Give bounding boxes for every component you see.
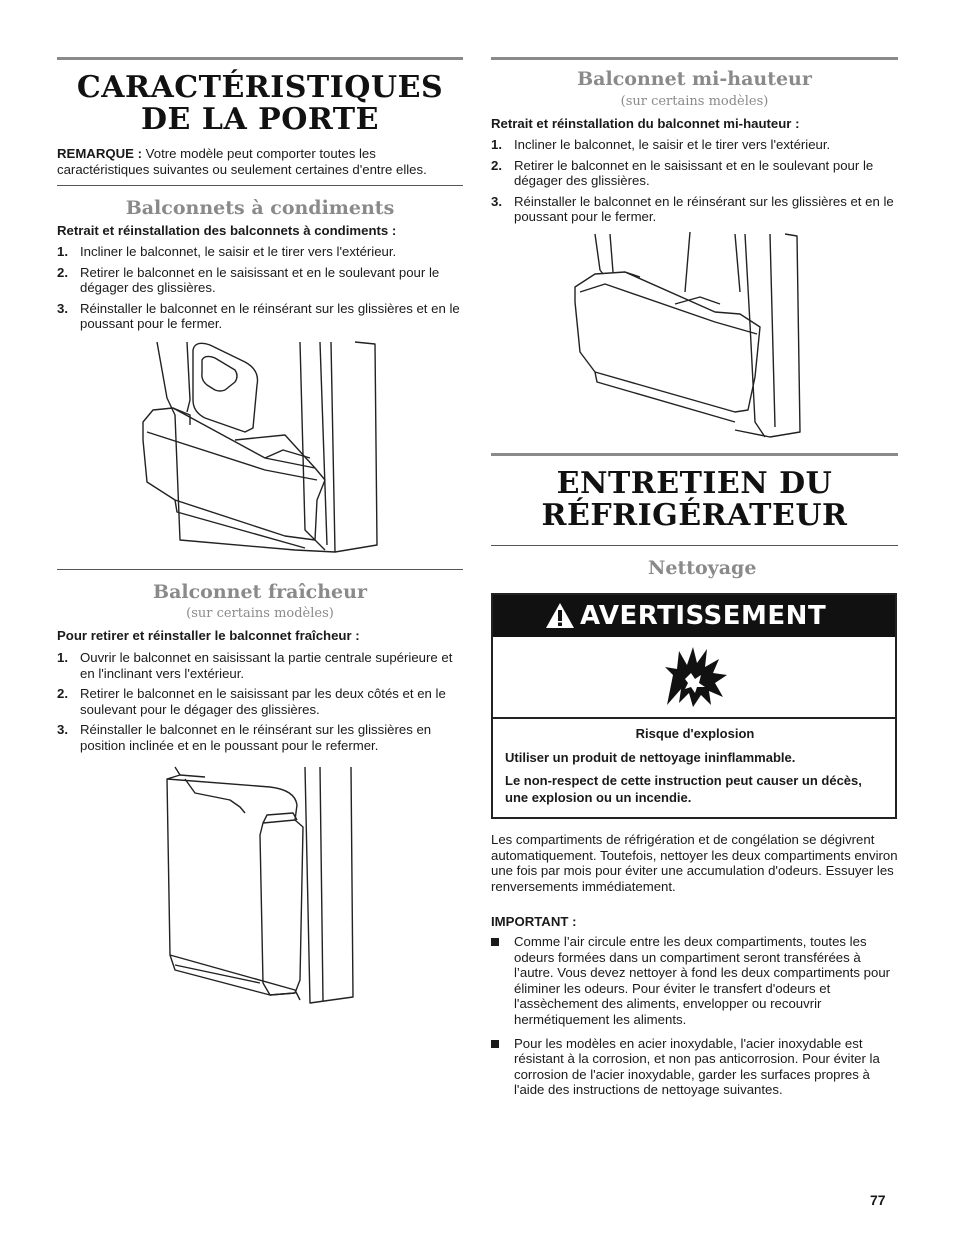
warning-header bbox=[493, 595, 895, 637]
fraicheur-steps bbox=[57, 650, 463, 759]
condiments-intro: Retrait et réinstallation des balconnets à condiments : bbox=[57, 223, 397, 238]
step-text: Incliner le balconnet, le saisir et le tirer vers l'extérieur. bbox=[514, 137, 831, 152]
left-divider-1 bbox=[57, 185, 463, 186]
title-line-1: ENTRETIEN DU bbox=[556, 466, 833, 501]
important-label: IMPORTANT : bbox=[491, 914, 577, 929]
title-line-1: CARACTÉRISTIQUES bbox=[76, 70, 444, 105]
step-number: 1. bbox=[57, 650, 68, 665]
remark-paragraph bbox=[57, 146, 463, 177]
list-item bbox=[491, 194, 898, 225]
mihauteur-section-subtitle: (sur certains modèles) bbox=[620, 94, 769, 109]
list-item bbox=[57, 265, 463, 296]
fraicheur-section-subtitle: (sur certains modèles) bbox=[186, 606, 334, 621]
step-text: Réinstaller le balconnet en le réinsérant sur les glissières et en le poussant pour le fermer. bbox=[80, 300, 460, 332]
warning-triangle-icon bbox=[545, 602, 575, 629]
step-text: Retirer le balconnet en le saisissant par les deux côtés et en le soulevant pour le dégager des glissières. bbox=[80, 686, 446, 717]
list-item bbox=[57, 244, 463, 260]
right-top-rule bbox=[491, 57, 898, 60]
step-number: 1. bbox=[57, 244, 68, 259]
right-divider-thick bbox=[491, 453, 898, 456]
left-divider-2 bbox=[57, 569, 463, 570]
warning-box bbox=[491, 593, 897, 819]
nettoyage-section-title: Nettoyage bbox=[648, 557, 757, 579]
page-number: 77 bbox=[870, 1192, 886, 1208]
condiments-section-title: Balconnets à condiments bbox=[125, 197, 395, 219]
step-number: 3. bbox=[57, 300, 68, 316]
page-title-door-features bbox=[57, 72, 463, 136]
mihauteur-intro: Retrait et réinstallation du balconnet mi-hauteur : bbox=[491, 116, 800, 131]
step-number: 1. bbox=[491, 137, 502, 152]
right-divider-thin bbox=[491, 545, 898, 546]
step-text: Ouvrir le balconnet en saisissant la partie centrale supérieure et en l'inclinant vers l'extérieur. bbox=[80, 650, 453, 681]
list-item bbox=[491, 158, 898, 189]
step-text: Retirer le balconnet en le saisissant et en le soulevant pour le dégager des glissières. bbox=[80, 264, 440, 296]
cleaning-body-text: Les compartiments de réfrigération et de congélation se dégivrent automatiquement. Toutefois, nettoyer les deux compartiments environ une fois par mois pour éviter une accumulation d'odeurs. Essuyer les renversements immédiatement. bbox=[491, 832, 898, 894]
list-item bbox=[491, 934, 898, 1028]
step-number: 3. bbox=[491, 193, 502, 209]
warning-risk-title: Risque d'explosion bbox=[635, 726, 755, 741]
bullet-text: Comme l’air circule entre les deux compartiments, toutes les odeurs formées dans un compartiment seront transférées à l’autre. Vous devez nettoyer à fond les deux compartiments pour éliminer les odeurs. Pour éviter le transfert d'odeurs et l'assèchement des aliments, envelopper ou recouvrir hermétiquement les aliments. bbox=[514, 934, 891, 1027]
warning-header-text: AVERTISSEMENT bbox=[580, 601, 827, 631]
step-number: 2. bbox=[57, 264, 68, 280]
fraicheur-section-title: Balconnet fraîcheur bbox=[153, 581, 367, 603]
page-title-maintenance bbox=[491, 468, 898, 532]
step-number: 3. bbox=[57, 722, 68, 738]
step-number: 2. bbox=[57, 686, 68, 702]
list-item bbox=[57, 301, 463, 332]
remark-label: REMARQUE : bbox=[57, 146, 142, 161]
left-top-rule bbox=[57, 57, 463, 60]
warning-line-2: Le non-respect de cette instruction peut causer un décès, une explosion ou un incendie. bbox=[505, 773, 862, 805]
step-text: Réinstaller le balconnet en le réinsérant sur les glissières et en le poussant pour le fermer. bbox=[514, 193, 894, 225]
warning-icon-row bbox=[493, 637, 895, 719]
title-line-2: RÉFRIGÉRATEUR bbox=[541, 498, 848, 533]
condiments-steps bbox=[57, 244, 463, 337]
list-item bbox=[491, 1036, 898, 1098]
step-number: 2. bbox=[491, 157, 502, 173]
mid-height-bin-illustration bbox=[565, 232, 820, 442]
remark-text: Votre modèle peut comporter toutes les caractéristiques suivantes ou seulement certaines d'entre elles. bbox=[57, 146, 427, 177]
condiment-bin-illustration bbox=[135, 340, 385, 555]
important-bullets bbox=[491, 934, 898, 1106]
list-item bbox=[57, 650, 463, 681]
bullet-text: Pour les modèles en acier inoxydable, l'acier inoxydable est résistant à la corrosion, et non pas anticorrosion. Pour éviter la corrosion de l'acier inoxydable, garder les surfaces propres à l'aide des instructions de nettoyage suivantes. bbox=[514, 1035, 880, 1098]
bullet-square-icon bbox=[491, 938, 499, 946]
warning-line-1: Utiliser un produit de nettoyage ininflammable. bbox=[505, 750, 796, 765]
title-line-2: DE LA PORTE bbox=[141, 102, 379, 137]
mihauteur-steps bbox=[491, 137, 898, 230]
freshness-bin-illustration bbox=[155, 765, 365, 1010]
step-text: Retirer le balconnet en le saisissant et en le soulevant pour le dégager des glissières. bbox=[514, 157, 874, 189]
bullet-square-icon bbox=[491, 1040, 499, 1048]
step-text: Réinstaller le balconnet en le réinsérant sur les glissières en position inclinée et en le poussant pour le refermer. bbox=[80, 722, 432, 753]
step-text: Incliner le balconnet, le saisir et le tirer vers l'extérieur. bbox=[80, 244, 397, 259]
list-item bbox=[57, 686, 463, 717]
explosion-icon bbox=[663, 645, 729, 709]
list-item bbox=[491, 137, 898, 153]
mihauteur-section-title: Balconnet mi-hauteur bbox=[577, 68, 812, 90]
fraicheur-intro: Pour retirer et réinstaller le balconnet fraîcheur : bbox=[57, 628, 360, 643]
list-item bbox=[57, 722, 463, 753]
